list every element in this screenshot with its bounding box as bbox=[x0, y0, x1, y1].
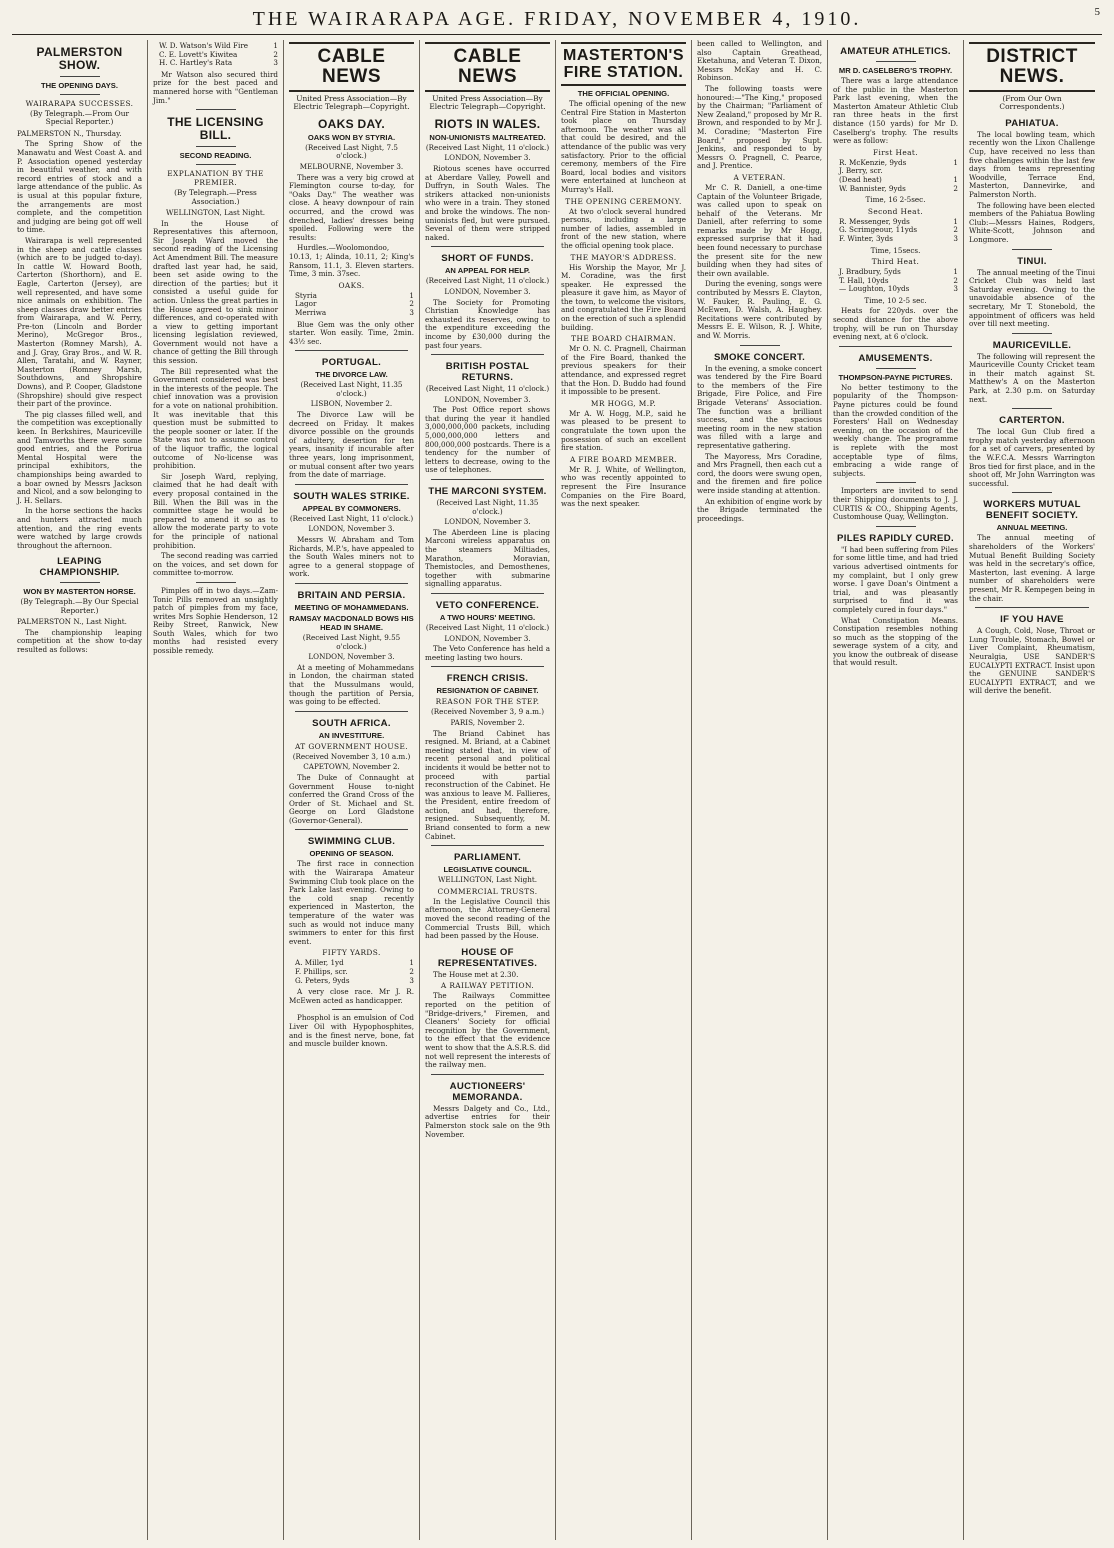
article-paragraph: Mr A. W. Hogg, M.P., said he was pleased to be present to congratulate the town upon the possession of such an excellent fire station. bbox=[561, 408, 686, 453]
article-paragraph: The local Gun Club fired a trophy match yesterday afternoon for a set of carvers, presented by the W.F.C.A. Messrs Warrington Bros tied for first place, and in the shoot off, Mr John Warrington was successful. bbox=[969, 427, 1095, 488]
list-item: J. Bradbury, 5yds 1 bbox=[839, 267, 958, 277]
article-paragraph: At two o'clock several hundred persons, including a large number of ladies, assembled in front of the new station, where the official opening took place. bbox=[561, 206, 686, 250]
received-stamp: (Received Last Night, 7.5 o'clock.) bbox=[305, 142, 398, 161]
divider bbox=[431, 354, 544, 355]
article-credit: United Press Association—By Electric Telegraph—Copyright. bbox=[429, 94, 546, 112]
article-subheading: EXPLANATION BY THE PREMIER. bbox=[167, 169, 264, 188]
list-item: Styria 1 bbox=[295, 290, 414, 300]
dateline: MELBOURNE, November 3. bbox=[299, 162, 404, 171]
list-item: F. Phillips, scr. 2 bbox=[295, 967, 414, 976]
list-item: W. D. Watson's Wild Fire 1 bbox=[159, 41, 278, 50]
divider bbox=[431, 666, 544, 667]
list-item: Merriwa 3 bbox=[295, 307, 414, 317]
advertisement: "I had been suffering from Piles for some little time, and had tried various advertised ointments for my complaint, but I only grew worse. I gave Doan's Ointment a trial, and was pleasantly surprised to find it was completely cured in four days." bbox=[833, 544, 958, 614]
list-item: G. Peters, 9yds 3 bbox=[295, 975, 414, 985]
column-3 bbox=[284, 40, 420, 1540]
article-paragraph: Mr R. J. White, of Wellington, who was recently appointed to represent the Fire Insurance Companies on the Fire Board, was the next speaker. bbox=[561, 464, 686, 509]
article-paragraph: Sir Joseph Ward, replying, claimed that he had dealt with every proposal contained in the Bill. When the Bill was in the committee stage he would be prepared to amend it so as to allow the moderate party to vote for the principle of national prohibition. bbox=[153, 471, 278, 550]
results-title: Second Heat. bbox=[867, 206, 924, 216]
results-title: FIFTY YARDS. bbox=[322, 948, 381, 958]
article-paragraph: The Spring Show of the Manawatu and West Coast A. and P. Association opened yesterday in beautiful weather, and with record entries of stock and a large attendance of the public. As is usual at this popular fixture, the arrangements are most complete, and the competition and judging are being got off well to time. bbox=[17, 139, 142, 235]
article-heading: AMUSEMENTS. bbox=[858, 352, 933, 364]
column-8 bbox=[964, 40, 1100, 1540]
article-subheading: NON-UNIONISTS MALTREATED. bbox=[429, 132, 546, 142]
divider bbox=[839, 346, 952, 347]
list-item: G. Scrimgeour, 11yds 2 bbox=[839, 225, 958, 235]
article-heading: SMOKE CONCERT. bbox=[713, 351, 806, 363]
article-subheading: ANNUAL MEETING. bbox=[996, 523, 1068, 533]
article-heading: PILES RAPIDLY CURED. bbox=[837, 532, 954, 544]
article-heading: IF YOU HAVE bbox=[1000, 614, 1064, 626]
list-item: A. Miller, 1yd 1 bbox=[295, 958, 414, 968]
article-heading: VETO CONFERENCE. bbox=[435, 599, 540, 611]
article-paragraph: The annual meeting of the Tinui Cricket Club was held last Saturday evening. Owing to the unavoidable absence of the secretary, Mr T. Stonebold, the appointment of officers was held over till next meeting. bbox=[969, 267, 1095, 329]
article-paragraph: Mr Watson also secured third prize for the best paced and mannered horse with "Gentleman Jim." bbox=[153, 69, 278, 105]
article-subheading: THE DIVORCE LAW. bbox=[315, 370, 388, 380]
section-banner: MASTERTON'S FIRE STATION. bbox=[561, 42, 686, 86]
article-heading: WORKERS MUTUAL BENEFIT SOCIETY. bbox=[983, 499, 1081, 522]
article-subheading: WAIRARAPA SUCCESSES. bbox=[25, 99, 134, 108]
column-1 bbox=[12, 40, 148, 1540]
article-heading: PARLIAMENT. bbox=[453, 852, 522, 864]
divider bbox=[196, 109, 236, 110]
article-subheading: WON BY MASTERTON HORSE. bbox=[23, 587, 136, 597]
article-paragraph: No better testimony to the popularity of the Thompson-Payne pictures could be found than the crowded condition of the Foresters' Hall on Wednesday evening, on the occasion of the weekly change. The programme is replete with the most acceptable type of films, embracing a wide range of subjects. bbox=[833, 382, 958, 478]
results-list bbox=[295, 959, 414, 985]
advertisement: Phosphol is an emulsion of Cod Liver Oil with Hypophosphites, and is the finest nerve, bone, fat and muscle builder known. bbox=[289, 1013, 414, 1049]
article-subheading: A RAILWAY PETITION. bbox=[440, 981, 535, 991]
article-subheading: RAMSAY MACDONALD BOWS HIS HEAD IN SHAME. bbox=[289, 613, 414, 632]
dateline: LONDON, November 3. bbox=[444, 286, 531, 296]
article-paragraph: The Post Office report shows that during the year it handled 3,000,000,000 packets, including 5,000,000,000 letters and 800,000,000 postcards. There is a tendency for the number of letters to decrease, owing to the use of telephones. bbox=[425, 405, 550, 475]
article-subheading: THE MAYOR'S ADDRESS. bbox=[570, 252, 677, 262]
article-credit: (From Our Own Correspondents.) bbox=[999, 94, 1065, 112]
article-subheading: A VETERAN. bbox=[733, 172, 786, 182]
article-paragraph: Heats for 220yds. over the second distance for the above trophy, will be run on Thursday evening next, at 6 o'clock. bbox=[833, 306, 958, 342]
dateline: PALMERSTON N., Thursday. bbox=[17, 128, 122, 138]
article-subheading: MR HOGG, M.P. bbox=[590, 398, 657, 408]
article-paragraph: Riotous scenes have occurred at Aberdare Valley, Powell and Duffryn, in South Wales. The strikers attacked non-unionists who were in a train. They stoned and broke the windows. The non-unionists fled, but were pursued. Several of them were stripped naked. bbox=[425, 164, 550, 242]
received-stamp: (Received November 3, 10 a.m.) bbox=[292, 751, 411, 761]
divider bbox=[196, 164, 236, 165]
article-paragraph: The Railways Committee reported on the petition of "Bridge-drivers," Firemen, and Cleaners' Society for official recognition by the Government, to the effect that the evidence went to show that the A.S.R.S. did not well represent the interests of the railway men. bbox=[425, 991, 550, 1070]
article-subheading: OPENING OF SEASON. bbox=[309, 849, 394, 859]
article-paragraph: Messrs W. Abraham and Tom Richards, M.P.'s, have appealed to the South Wales miners not to agree to a general stoppage of work. bbox=[289, 535, 414, 579]
advertisement: What Constipation Means. Constipation resembles nothing so much as the stopping of the sewerage system of a city, and you know the outbreak of disease that would result. bbox=[833, 615, 958, 668]
results-list bbox=[159, 42, 278, 68]
article-paragraph: The first race in connection with the Wairarapa Amateur Swimming Club took place on the Park Lake last evening. Owing to the cold snap recently experienced in Masterton, the temperature of the water was such as would not induce many swimmers to enter for this first event. bbox=[289, 859, 414, 946]
article-heading: MAURICEVILLE. bbox=[992, 339, 1072, 351]
divider bbox=[975, 607, 1088, 608]
article-paragraph: Messrs Dalgety and Co., Ltd., advertise entries for their Palmerston stock sale on the 9th November. bbox=[425, 1103, 550, 1139]
received-stamp: (Received November 3, 9 a.m.) bbox=[430, 707, 545, 717]
divider bbox=[431, 479, 544, 480]
section-banner: CABLE NEWS bbox=[425, 42, 550, 92]
article-subheading: THE OFFICIAL OPENING. bbox=[577, 89, 670, 98]
article-paragraph: Wairarapa is well represented in the sheep and cattle classes (which are to be judged to-day). In cattle W. Howard Booth, Carterton (Shorthorn), and E. Eagle, Carterton (Jersey), are well represented, and have some nice animals on exhibition. The sheep classes draw better entries from Wairarapa, and W. Perry, Pre-ton (Lincoln and Border Merino), McGregor Bros., Masterton (Romney Marsh), A. and J. Gray, Gray Bros., and W. R. Allen, Taratahi, and W. Rayner, Masterton (Romney Marsh, Southdowns, and Shropshire Downs), and P. Cooper, Gladstone (Shropshire) should give respect their part of the province. bbox=[17, 235, 142, 409]
article-heading: THE LICENSING BILL. bbox=[167, 115, 264, 143]
article-subheading: OAKS WON BY STYRIA. bbox=[307, 132, 396, 142]
divider bbox=[1012, 249, 1052, 250]
article-paragraph: The following toasts were honoured:—"The King," proposed by the Chairman; "Parliament of New Zealand," proposed by Mr R. Brown, and responded to by Mr J. M. Coradine; "Masterton Fire Board," proposed by Supt. Jenkins, and responded to by Messrs O. Pragnell, C. Pearce, and J. Prentice. bbox=[697, 83, 822, 171]
article-credit: (By Telegraph.—From Our Special Reporter.) bbox=[29, 109, 130, 127]
results-title: Third Heat. bbox=[871, 257, 920, 267]
article-paragraph: The official opening of the new Central Fire Station in Masterton took place on Thursday afternoon. The weather was all that could be desired, and the attendance of the public was very satisfactory. Prior to the official ceremony, members of the Fire Board, local bodies and visitors were entertained at luncheon at Murray's Hall. bbox=[561, 99, 686, 194]
article-subheading: LEGISLATIVE COUNCIL. bbox=[443, 865, 532, 875]
article-credit: United Press Association—By Electric Telegraph—Copyright. bbox=[293, 94, 410, 112]
article-subheading: THE BOARD CHAIRMAN. bbox=[571, 334, 676, 344]
dateline: LONDON, November 3. bbox=[444, 153, 531, 163]
list-item: T. Hall, 10yds 2 bbox=[839, 275, 958, 285]
column-7 bbox=[828, 40, 964, 1540]
newspaper-title: THE WAIRARAPA AGE. FRIDAY, NOVEMBER 4, 1910. bbox=[252, 8, 862, 30]
article-paragraph: The following will represent the Mauriceville County Cricket team in their match against St. Matthew's A on the Masterton Park, at 2.30 p.m. on Saturday next. bbox=[969, 351, 1095, 404]
divider bbox=[876, 526, 916, 527]
dateline: CAPETOWN, November 2. bbox=[303, 762, 400, 772]
article-paragraph: During the evening, songs were contributed by Messrs E. Clayton, W. Fauker, R. Pauling, E. G. McEwen, D. Walsh, A. Haughey. Recitations were contributed by Messrs E. E. Wilson, R. J. White, and W. Morris. bbox=[697, 279, 822, 340]
divider bbox=[1012, 408, 1052, 409]
received-stamp: (Received Last Night, 9.55 o'clock.) bbox=[302, 632, 401, 651]
received-stamp: (Received Last Night, 11.35 o'clock.) bbox=[300, 380, 403, 398]
article-heading: RIOTS IN WALES. bbox=[434, 116, 541, 131]
divider bbox=[295, 350, 408, 351]
article-subheading: THE OPENING DAYS. bbox=[41, 81, 118, 90]
dateline: LONDON, November 3. bbox=[444, 394, 531, 404]
list-item: — Loughton, 10yds 3 bbox=[839, 284, 958, 294]
list-item: C. E. Lovett's Kiwitea 2 bbox=[159, 49, 278, 59]
article-subheading: REASON FOR THE STEP. bbox=[435, 697, 540, 707]
article-heading: AMATEUR ATHLETICS. bbox=[840, 46, 951, 57]
article-paragraph: The House met at 2.30. bbox=[433, 969, 519, 979]
article-paragraph: The Divorce Law will be decreed on Friday. It makes divorce possible on the grounds of adultery, desertion for ten years, insanity if incurable after three years, long imprisonment, or mutual consent after two years from the date of marriage. bbox=[289, 410, 414, 480]
divider bbox=[60, 76, 100, 77]
article-subheading: AN INVESTITURE. bbox=[318, 730, 385, 740]
article-paragraph: Hurdles.—Woolomondoo, 10.13, 1; Alinda, 10.11, 2; King's Ransom, 11.1, 3. Eleven starters. Time, 3 min. 37sec. bbox=[289, 243, 414, 279]
divider bbox=[332, 1009, 372, 1010]
article-paragraph: The local bowling team, which recently won the Lixon Challenge Cup, have received no less than five challenges within the last few days from teams representing Woodville, Terrace End, Masterton, Dannevirke, and Palmerston North. bbox=[969, 129, 1095, 199]
divider bbox=[295, 829, 408, 830]
received-stamp: (Received Last Night, 11.35 o'clock.) bbox=[436, 498, 539, 516]
article-subheading: AN APPEAL FOR HELP. bbox=[444, 266, 531, 276]
newspaper-columns bbox=[12, 40, 1102, 1540]
section-banner: DISTRICT NEWS. bbox=[969, 42, 1095, 92]
list-item: H. C. Hartley's Rata 3 bbox=[159, 58, 278, 68]
article-subheading: MR D. CASELBERG'S TROPHY. bbox=[838, 66, 953, 75]
article-subheading: A TWO HOURS' MEETING. bbox=[439, 612, 536, 622]
article-subheading: COMMERCIAL TRUSTS. bbox=[437, 886, 538, 896]
article-paragraph: His Worship the Mayor, Mr J. M. Coradine, was the first speaker. He expressed the pleasure it gave him, as Mayor of the town, to welcome the visitors, and congratulated the Fire Board on the erection of such a splendid building. bbox=[561, 262, 686, 332]
dateline: LONDON, November 3. bbox=[308, 524, 395, 534]
divider bbox=[876, 482, 916, 483]
article-subheading: RESIGNATION OF CABINET. bbox=[436, 686, 539, 696]
dateline: LONDON, November 3. bbox=[308, 652, 395, 662]
article-heading: SOUTH AFRICA. bbox=[312, 717, 391, 729]
heat-time: Time, 10 2-5 sec. bbox=[864, 295, 927, 305]
divider bbox=[60, 582, 100, 583]
article-heading: PORTUGAL. bbox=[321, 357, 382, 369]
dateline: PARIS, November 2. bbox=[450, 717, 525, 727]
results-title: First Heat. bbox=[872, 147, 919, 157]
received-stamp: (Received Last Night, 11 o'clock.) bbox=[425, 622, 550, 632]
article-paragraph: Mr O. N. C. Pragnell, Chairman of the Fire Board, thanked the previous speakers for their attendance, and expressed regret that the Hon. D. Buddo had found it impossible to be present. bbox=[561, 344, 686, 397]
article-heading: BRITISH POSTAL RETURNS. bbox=[445, 361, 530, 384]
article-credit: (By Telegraph.—Press Association.) bbox=[174, 188, 257, 206]
divider bbox=[876, 368, 916, 369]
article-heading: AUCTIONEERS' MEMORANDA. bbox=[449, 1080, 526, 1103]
article-paragraph: In the House of Representatives this afternoon, Sir Joseph Ward moved the second reading of the Licensing Act Amendment Bill. The measure drafted last year had, he said, been set aside owing to the direction of the parties; but it consisted a useful guide for action. Unless the great parties in the House agreed to sink minor differences, and co-operated with a view to getting important licensing legislation reviewed, Government would not have a chance of getting the Bill through this session. bbox=[153, 218, 278, 366]
received-stamp: (Received Last Night, 11 o'clock.) bbox=[425, 276, 550, 286]
article-heading: SWIMMING CLUB. bbox=[307, 836, 396, 848]
article-subheading: SECOND READING. bbox=[179, 151, 252, 161]
list-item: W. Bannister, 9yds 2 bbox=[839, 183, 958, 193]
article-paragraph: In the Legislative Council this afternoon, the Attorney-General moved the second reading of the Commercial Trusts Bill, which had been passed by the House. bbox=[425, 896, 550, 941]
dateline: LISBON, November 2. bbox=[310, 399, 393, 409]
divider bbox=[196, 582, 236, 583]
article-paragraph: In the evening, a smoke concert was tendered by the Fire Board to the members of the Fire Brigade, Fire Police, and Fire Brigade Veterans' Association. The function was a brilliant success, and the spacious meeting room in the new station was filled with a large and representative gathering. bbox=[697, 363, 822, 450]
article-heading: LEAPING CHAMPIONSHIP. bbox=[39, 556, 120, 579]
results-list bbox=[839, 159, 958, 193]
article-heading: CARTERTON. bbox=[999, 415, 1065, 427]
results-list bbox=[839, 268, 958, 294]
article-paragraph: The Duke of Connaught at Government House to-night conferred the Grand Cross of the Order of St. Michael and St. George on Lord Gladstone (Governor-General). bbox=[289, 772, 414, 825]
divider bbox=[431, 1074, 544, 1075]
dateline: LONDON, November 3. bbox=[444, 633, 531, 643]
page-number: 5 bbox=[1094, 6, 1100, 18]
divider bbox=[295, 583, 408, 584]
divider bbox=[431, 246, 544, 247]
divider bbox=[740, 345, 780, 346]
dateline: LONDON, November 3. bbox=[444, 517, 531, 527]
article-paragraph: The Veto Conference has held a meeting lasting two hours. bbox=[425, 644, 550, 662]
article-credit: (By Telegraph.—By Our Special Reporter.) bbox=[20, 597, 139, 615]
article-paragraph: An exhibition of engine work by the Brigade terminated the proceedings. bbox=[697, 496, 822, 523]
article-heading: HOUSE OF REPRESENTATIVES. bbox=[437, 946, 538, 969]
divider bbox=[1012, 333, 1052, 334]
article-heading: BRITAIN AND PERSIA. bbox=[297, 589, 406, 601]
article-subheading: APPEAL BY COMMONERS. bbox=[302, 503, 401, 513]
article-paragraph: The second reading was carried on the voices, and set down for committee to-morrow. bbox=[153, 551, 278, 578]
column-2 bbox=[148, 40, 284, 1540]
divider bbox=[1012, 492, 1052, 493]
article-subheading: A FIRE BOARD MEMBER. bbox=[569, 454, 678, 464]
results-list bbox=[295, 292, 414, 318]
heat-time: Time, 15secs. bbox=[870, 245, 921, 255]
divider bbox=[431, 845, 544, 846]
article-paragraph: There was a large attendance of the public in the Masterton Park last evening, when the Masterton Amateur Athletic Club ran three heats in the first distance (150 yards) for Mr D. Caselberg's trophy. The results were as follow: bbox=[833, 76, 958, 146]
received-stamp: (Received Last Night, 11 o'clock.) bbox=[289, 513, 414, 523]
divider bbox=[431, 593, 544, 594]
article-paragraph: There was a very big crowd at Flemington course to-day, for "Oaks Day." The weather was close. A heavy downpour of rain occurred, and the crowd was drenched, ladies' dresses being spoiled. Following were the results: bbox=[289, 172, 414, 242]
article-heading: FRENCH CRISIS. bbox=[446, 673, 529, 685]
list-item: R. McKenzie, 9yds 1 bbox=[839, 157, 958, 167]
article-paragraph: The annual meeting of shareholders of the Workers' Mutual Benefit Building Society was held in the secretary's office, Masterton, last evening. A large number of shareholders were present, Mr R. Kempegen being in the chair. bbox=[969, 533, 1095, 603]
heat-time: Time, 16 2-5sec. bbox=[865, 195, 926, 205]
results-list bbox=[839, 218, 958, 244]
article-heading: SHORT OF FUNDS. bbox=[441, 253, 534, 265]
divider bbox=[876, 61, 916, 62]
advertisement: Importers are invited to send their Shipping documents to J. J. CURTIS & CO., Shipping Agents, Customhouse Quay, Wellington. bbox=[833, 486, 958, 522]
divider bbox=[295, 484, 408, 485]
dateline: WELLINGTON, Last Night. bbox=[437, 875, 538, 885]
divider bbox=[60, 94, 100, 95]
article-heading: PAHIATUA. bbox=[1005, 117, 1059, 129]
article-paragraph: The Aberdeen Line is placing Marconi wireless apparatus on the steamers Miltiades, Marathon, Moravian, Themistocles, and Demosthenes, together with submarine signalling apparatus. bbox=[425, 527, 550, 589]
article-paragraph: The championship leaping competition at the show to-day resulted as follows: bbox=[17, 627, 142, 654]
article-subheading: MEETING OF MOHAMMEDANS. bbox=[294, 602, 409, 612]
article-subheading: THOMPSON-PAYNE PICTURES. bbox=[838, 372, 953, 382]
article-heading: SOUTH WALES STRIKE. bbox=[293, 490, 410, 502]
dateline: PALMERSTON N., Last Night. bbox=[17, 617, 127, 627]
list-item: (Dead heat) 1 bbox=[839, 174, 958, 184]
article-paragraph: The Society for Promoting Christian Knowledge has exhausted its reserves, owing to the expenditure exceeding the income by £30,000 during the past four years. bbox=[425, 297, 550, 350]
advertisement: A Cough, Cold, Nose, Throat or Lung Trouble, Stomach, Bowel or Liver Complaint, Rheumatism, Neuralgia, USE SANDER'S EUCALYPTI EXTRACT. Insist upon the GENUINE SANDER'S EUCALYPTI EXTRACT, and we will derive the benefit. bbox=[969, 626, 1095, 696]
list-item: R. Messenger, 9yds 1 bbox=[839, 216, 958, 226]
article-paragraph: At a meeting of Mohammedans in London, the chairman stated that the Mussulmans would, though the partition of Persia, was going to be effected. bbox=[289, 662, 414, 707]
article-paragraph: A very close race. Mr J. R. McEwen acted as handicapper. bbox=[289, 987, 414, 1005]
article-subheading: AT GOVERNMENT HOUSE. bbox=[294, 741, 409, 751]
received-stamp: (Received Last Night, 11 o'clock.) bbox=[425, 384, 550, 394]
column-6 bbox=[692, 40, 828, 1540]
masthead bbox=[0, 0, 1114, 36]
article-paragraph: The following have been elected members of the Pahiatua Bowling Club:—Messrs Haines, Rodgers, White-Scott, Johnson and Longmore. bbox=[969, 200, 1095, 244]
divider bbox=[295, 711, 408, 712]
article-paragraph: The Bill represented what the Government considered was best in the interests of the people. The chief innovation was a provision for a vote on national prohibition. It was inevitable that this question must be submitted to the people sooner or later. If the State was not to assume control of the liquor traffic, the logical outcome of No-license was prohibition. bbox=[153, 366, 278, 471]
article-paragraph: Blue Gem was the only other starter. Won easily. Time, 2min. 43½ sec. bbox=[289, 319, 414, 346]
list-item: Lagor 2 bbox=[295, 299, 414, 309]
advertisement: Pimples off in two days.—Zam-Tonic Pills removed an unsightly patch of pimples from my face, writes Mrs Sophie Henderson, 12 Reiby Street, Ranwick, New South Wales, which for two months had resisted every possible remedy. bbox=[153, 585, 278, 656]
list-item: F. Winter, 3yds 3 bbox=[839, 233, 958, 243]
article-paragraph: The pig classes filled well, and the competition was exceptionally keen. In Berkshires, Mauriceville and Tamworths there were some good entries, and the Porirua Mental Hospital were the principal exhibitors, the championships being awarded to a boar owned by Messrs Jackson and Nicol, and a sow belonging to J. H. Sellars. bbox=[17, 409, 142, 505]
article-subheading: THE OPENING CEREMONY. bbox=[565, 196, 682, 206]
article-paragraph: The Mayoress, Mrs Coradine, and Mrs Pragnell, then each cut a cord, the doors were swung open, and the firemen and fire police were inside standing at attention. bbox=[697, 451, 822, 495]
section-banner: CABLE NEWS bbox=[289, 42, 414, 92]
article-heading: THE MARCONI SYSTEM. bbox=[428, 486, 547, 498]
article-paragraph: The Briand Cabinet has resigned. M. Briand, at a Cabinet meeting stated that, in view of recent personal and political incidents it would be better not to proceed with partial reconstruction of the Cabinet. He was anxious to leave M. Fallieres, the President, entire freedom of action, and had, therefore, resigned. Subsequently, M. Briand consented to form a new Cabinet. bbox=[425, 728, 550, 841]
divider bbox=[196, 146, 236, 147]
results-title: OAKS. bbox=[338, 280, 365, 290]
article-paragraph: been called to Wellington, and also Captain Greathead, Eketahuna, and Veteran T. Dixon, Messrs McKay and H. C. Robinson. bbox=[697, 40, 822, 83]
column-5 bbox=[556, 40, 692, 1540]
article-paragraph: Mr C. R. Daniell, a one-time Captain of the Volunteer Brigade, was called upon to speak on behalf of the Veterans. Mr Daniell, after referring to some remarks made by Mr Hogg, expressed surprise that it had been found necessary to purchase the present site for the new building when they had sites of their own available. bbox=[697, 182, 822, 278]
article-paragraph: In the horse sections the hacks and hunters attracted much attention, and the ring events were watched by large crowds throughout the afternoon. bbox=[17, 506, 142, 550]
column-4 bbox=[420, 40, 556, 1540]
masthead-rule bbox=[12, 34, 1102, 35]
article-heading: OAKS DAY. bbox=[318, 116, 385, 131]
article-heading: TINUI. bbox=[1017, 255, 1047, 267]
article-heading: PALMERSTON SHOW. bbox=[36, 45, 123, 72]
dateline: WELLINGTON, Last Night. bbox=[165, 207, 266, 217]
list-item: J. Berry, scr. bbox=[839, 166, 883, 176]
received-stamp: (Received Last Night, 11 o'clock.) bbox=[425, 142, 550, 152]
